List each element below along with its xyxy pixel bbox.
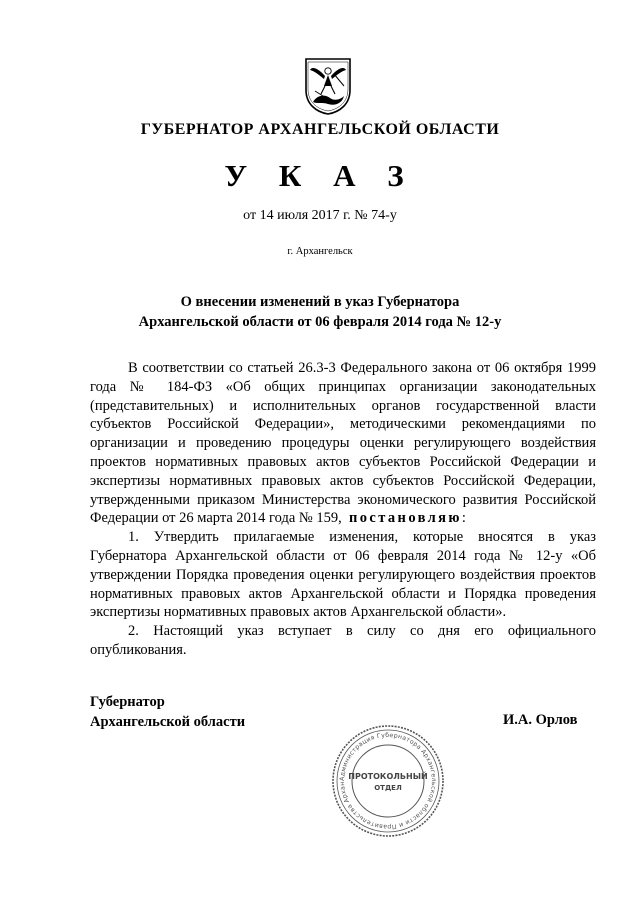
stamp-center-line1: ПРОТОКОЛЬНЫЙ: [348, 772, 428, 781]
document-title-line2: Архангельской области от 06 февраля 2014 года № 12-у: [138, 314, 502, 330]
resolve-colon: :: [461, 510, 466, 527]
preamble-paragraph: [90, 359, 596, 528]
document-city: г. Архангельск: [287, 246, 353, 257]
document-title: [0, 292, 640, 332]
preamble-text: В соответствии со статьей 26.3-3 Федерального закона от 06 октября 1999 года № 184-ФЗ «Об общих принципах организации законодательных (представительных) и исполнительных органов государственной власти субъектов Российской Федерации», методическими рекомендациями по организации и проведению процедуры оценки регулирующего воздействия проектов нормативных правовых актов субъектов Российской Федерации и экспертизы нормативных правовых актов субъектов Российской Федерации, утвержденными приказом Министерства экономического развития Российской Федерации от 26 марта 2014 года № 159,: [90, 360, 596, 527]
document-title-line1: О внесении изменений в указ Губернатора: [180, 294, 460, 310]
signatory-title-line1: Губернатор: [90, 694, 165, 710]
item-2-paragraph: 2. Настоящий указ вступает в силу со дня его официального опубликования.: [90, 623, 596, 658]
protocol-department-stamp-icon: [329, 722, 447, 840]
document-date-number: от 14 июля 2017 г. № 74-у: [243, 208, 397, 223]
signatory-title-line2: Архангельской области: [90, 714, 246, 730]
item-1-paragraph: 1. Утвердить прилагаемые изменения, которые вносятся в указ Губернатора Архангельской области от 06 февраля 2014 года № 12-у «Об утверждении Порядка проведения оценки регулирующего воздействия проектов нормативных правовых актов Архангельской области и Порядка проведения экспертизы нормативных правовых актов Архангельской области».: [90, 529, 596, 621]
stamp-ring-text: Администрация Губернатора Архангельской области и Правительства Архан: [338, 731, 438, 831]
coat-of-arms-emblem-icon: [303, 56, 353, 116]
authority-heading: ГУБЕРНАТОР АРХАНГЕЛЬСКОЙ ОБЛАСТИ: [140, 121, 500, 138]
signatory-title: [90, 692, 245, 732]
signatory-name: И.А. Орлов: [503, 712, 578, 728]
stamp-center-line2: ОТДЕЛ: [374, 784, 402, 792]
resolve-word: постановляю: [348, 510, 462, 527]
document-type: У К А З: [224, 158, 416, 193]
document-body: [90, 359, 596, 660]
